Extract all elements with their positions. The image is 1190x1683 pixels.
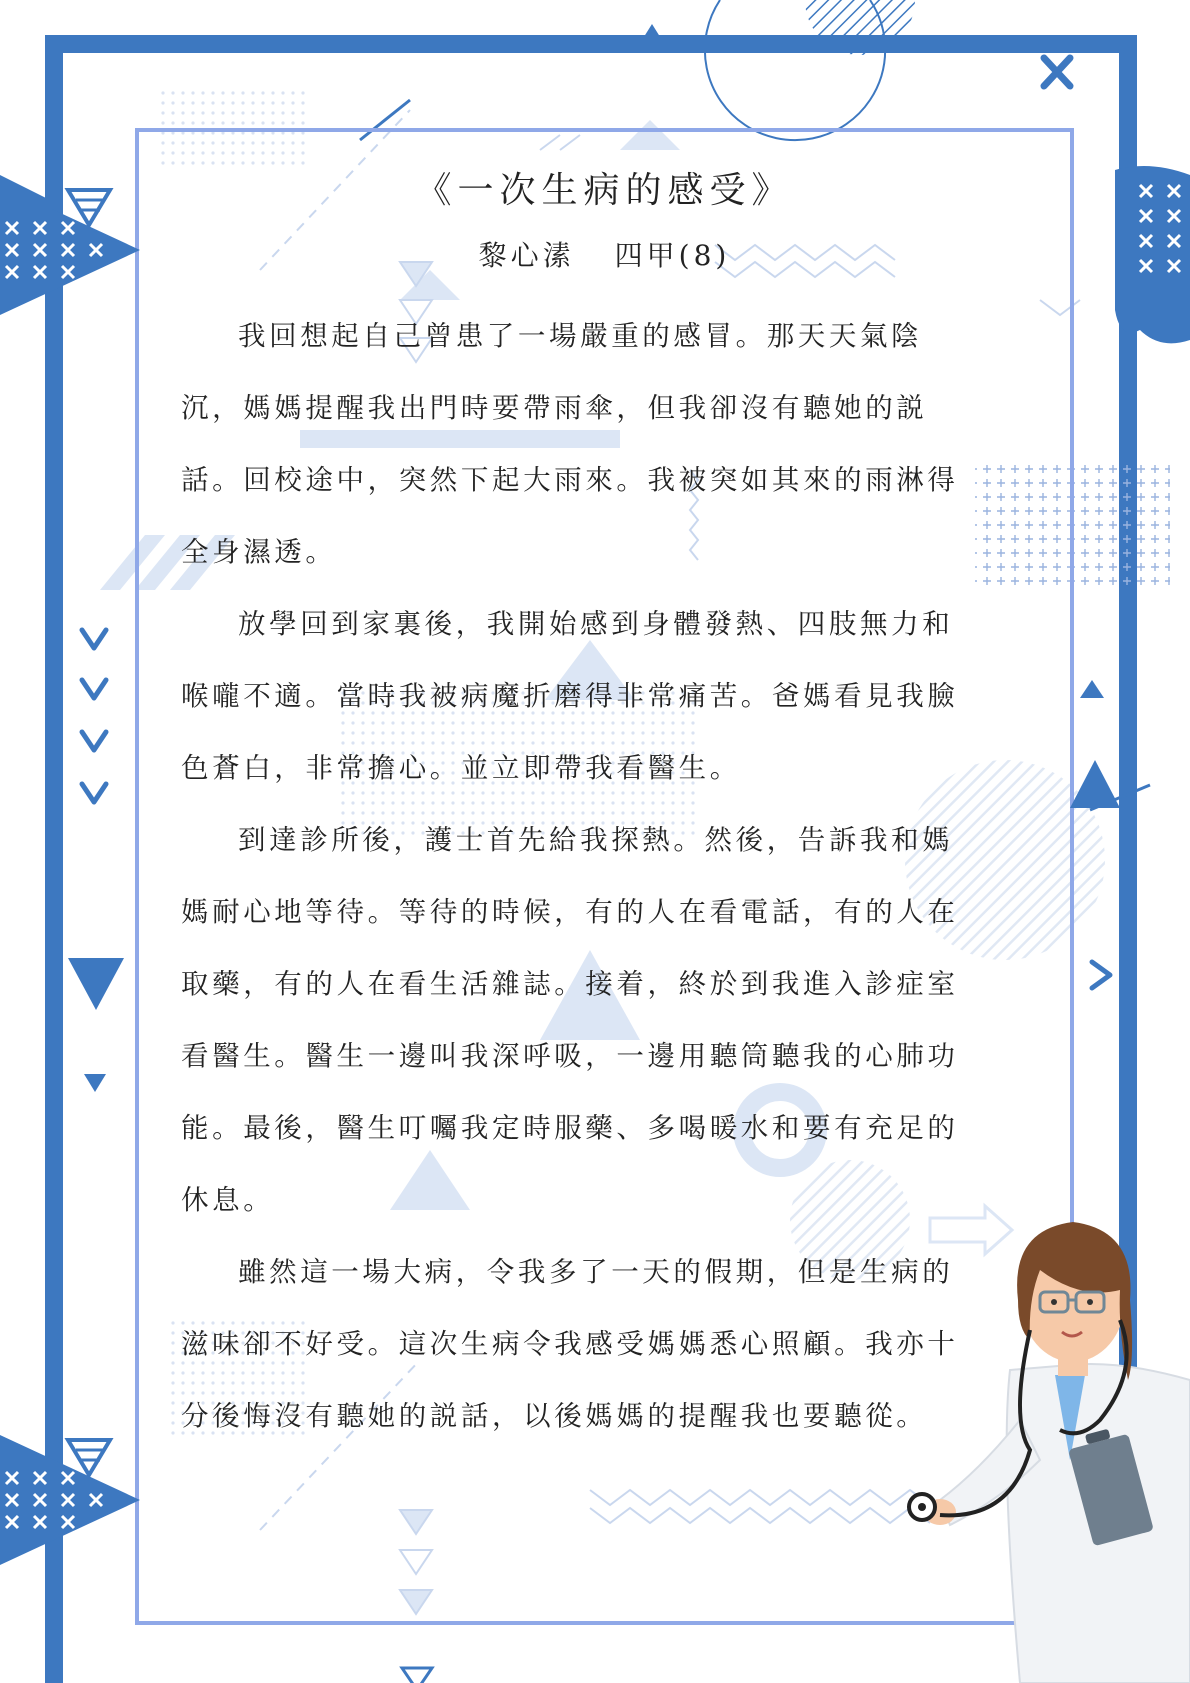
- right-small-triangle: [1080, 680, 1104, 698]
- text-line: 取藥，有的人在看生活雜誌。接着，終於到我進入診症室: [181, 968, 959, 1000]
- paragraph-2: [181, 588, 1011, 804]
- text-line: 放學回到家裏後，我開始感到身體發熱、四肢無力和: [238, 608, 954, 640]
- right-chevron: [1092, 962, 1110, 988]
- text-line: 色蒼白，非常擔心。並立即帶我看醫生。: [181, 752, 741, 784]
- text-line: 雖然這一場大病，令我多了一天的假期，但是生病的: [238, 1256, 954, 1288]
- author-name: 黎心溸: [478, 239, 575, 272]
- paragraph-1: [181, 300, 1011, 588]
- top-hatch-semicircle: [705, 0, 915, 140]
- essay-body: [181, 300, 1011, 1452]
- left-big-triangle: [68, 958, 124, 1010]
- text-line: 話。回校途中，突然下起大雨來。我被突如其來的雨淋得: [181, 464, 959, 496]
- text-line: 全身濕透。: [181, 536, 337, 568]
- top-right-x-mark: [1044, 58, 1070, 86]
- text-line: 媽耐心地等待。等待的時候，有的人在看電話，有的人在: [181, 896, 959, 928]
- paragraph-3: [181, 804, 1011, 1236]
- triangle-bottom-outline: [402, 1668, 432, 1683]
- text-line: 休息。: [181, 1184, 275, 1216]
- paragraph-4: [181, 1236, 1011, 1452]
- left-cross-cluster-top: [0, 175, 140, 315]
- text-line: 到達診所後，護士首先給我探熱。然後，告訴我和媽: [238, 824, 954, 856]
- byline: [136, 234, 1073, 274]
- left-chevrons: [82, 630, 106, 802]
- left-cross-cluster-bottom: [0, 1435, 140, 1565]
- text-line: 看醫生。醫生一邊叫我深呼吸，一邊用聽筒聽我的心肺功: [181, 1040, 959, 1072]
- right-big-triangle: [1070, 760, 1120, 808]
- text-line: 能。最後，醫生叮囑我定時服藥、多喝暖水和要有充足的: [181, 1112, 959, 1144]
- text-line: 分後悔沒有聽她的説話，以後媽媽的提醒我也要聽從。: [181, 1400, 928, 1432]
- class-name: 四甲(8): [614, 239, 731, 272]
- left-small-triangle: [84, 1074, 106, 1092]
- text-line: 滋味卻不好受。這次生病令我感受媽媽悉心照顧。我亦十: [181, 1328, 959, 1360]
- right-cross-blob: [1115, 166, 1190, 343]
- text-line: 喉嚨不適。當時我被病魔折磨得非常痛苦。爸媽看見我臉: [181, 680, 959, 712]
- text-line: 沉，媽媽提醒我出門時要帶雨傘，但我卻沒有聽她的説: [181, 392, 928, 424]
- text-line: 我回想起自己曾患了一場嚴重的感冒。那天天氣陰: [238, 320, 923, 352]
- essay-title: 《一次生病的感受》: [415, 170, 794, 211]
- essay-sheet: [136, 130, 1073, 1623]
